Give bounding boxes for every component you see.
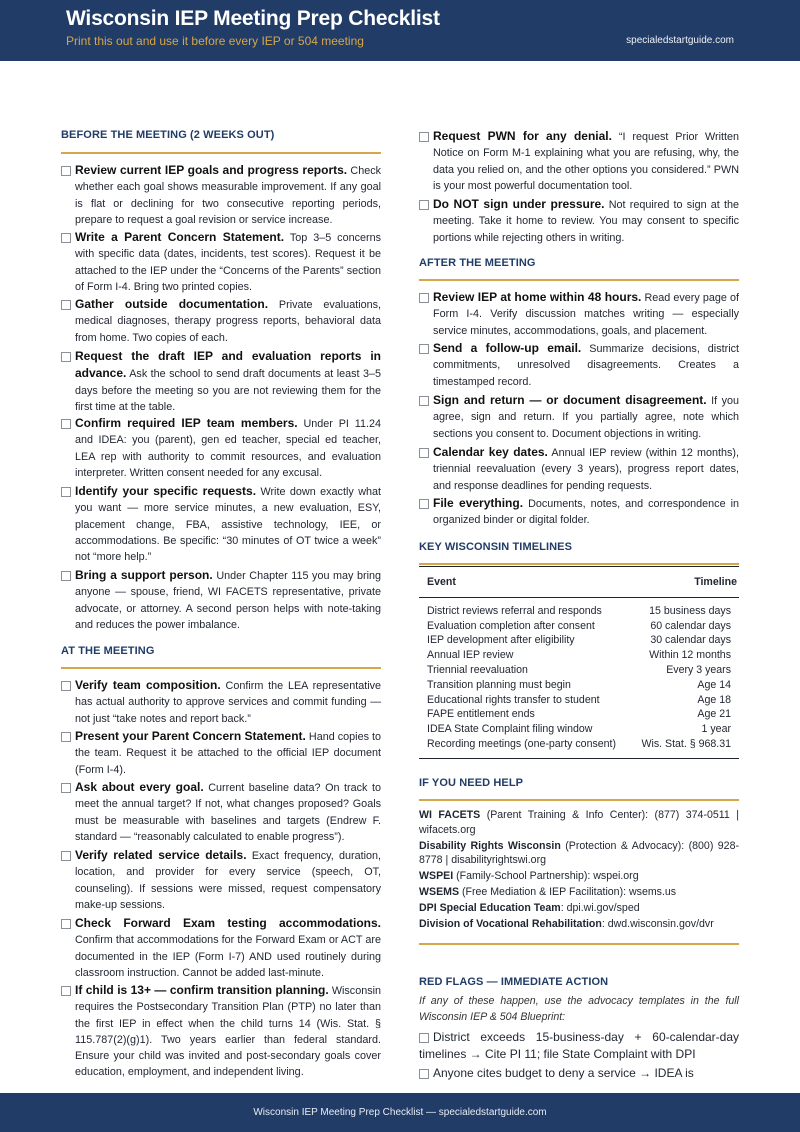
redflag-text: District exceeds 15-business-day + 60-calendar-day timelines → Cite PI 11; file State Complaint with DPI: [419, 1030, 739, 1061]
checklist-item: [61, 915, 381, 981]
checklist-item: [61, 677, 381, 727]
table-row: [419, 678, 739, 693]
item-text: Ask the school to send draft documents at least 3–5 days before the meeting so you are not reviewing them for the first time at the table.: [75, 368, 381, 413]
checkbox-icon[interactable]: [61, 233, 71, 243]
checkbox-icon[interactable]: [61, 986, 71, 996]
checklist-item: [419, 444, 739, 494]
row-timeline: Every 3 years: [666, 663, 731, 676]
redflags-intro: If any of these happen, use the advocacy templates in the full Wisconsin IEP & 504 Blueprint:: [419, 995, 739, 1023]
checkbox-icon[interactable]: [61, 352, 71, 362]
checkbox-icon[interactable]: [61, 419, 71, 429]
item-text: Under PI 11.24 and IDEA: you (parent), gen ed teacher, special ed teacher, LEA rep with authority to commit resources, and evaluation interpreter. Written consent needed for any excusal.: [75, 418, 382, 479]
section-title-help: IF YOU NEED HELP: [419, 777, 524, 789]
item-text: Not required to sign at the meeting. Take it home to review. You may consent to specific portions while rejecting others in writing.: [433, 199, 739, 244]
checklist-item: [61, 982, 381, 1081]
section-divider: [61, 152, 381, 154]
item-text: “I request Prior Written Notice on Form M-1 explaining what you are refusing, why, the data you relied on, and the other options you considered.” PWN is your most powerful documentation tool.: [433, 131, 740, 192]
checkbox-icon[interactable]: [419, 448, 429, 458]
table-row: [419, 663, 739, 678]
checkbox-icon[interactable]: [61, 732, 71, 742]
item-heading: Confirm required IEP team members.: [75, 416, 298, 430]
row-timeline: Wis. Stat. § 968.31: [641, 737, 731, 750]
checkbox-icon[interactable]: [61, 681, 71, 691]
item-heading: File everything.: [433, 496, 524, 510]
page-title: Wisconsin IEP Meeting Prep Checklist: [66, 7, 440, 30]
checkbox-icon[interactable]: [419, 200, 429, 210]
checklist-item: [61, 483, 381, 565]
redflag-item: [419, 1065, 739, 1082]
item-text: Confirm the LEA representative has actual authority to approve services and commit funding — not just “take notes and report back.”: [75, 680, 382, 725]
table-row: [419, 633, 739, 648]
row-event: Educational rights transfer to student: [427, 693, 600, 706]
checklist-item: [419, 340, 739, 390]
help-detail[interactable]: (Family-School Partnership): wspei.org: [453, 870, 639, 883]
item-text: Wisconsin requires the Postsecondary Transition Plan (PTP) no later than the first IEP in effect when the child turns 14 (Wis. Stat. § 115.787(2)(g)1). Two years earlier than federal standard. Ensure your child was invited and post-secondary goals cover education, employment, and independent living.: [75, 985, 382, 1079]
item-text: Read every page of Form I-4. Verify discussion matches writing — especially service minutes, accommodations, goals, and placement.: [433, 292, 739, 337]
item-heading: Request the draft IEP and evaluation reports in advance.: [75, 349, 381, 381]
item-heading: Send a follow-up email.: [433, 341, 582, 355]
item-text: Exact frequency, duration, location, and provider for every service (speech, OT, counseling). If sessions were missed, request compensatory make-up sessions.: [75, 850, 381, 911]
row-event: District reviews referral and responds: [427, 604, 602, 617]
checklist-item: [61, 567, 381, 633]
row-event: Evaluation completion after consent: [427, 619, 595, 632]
item-heading: Identify your specific requests.: [75, 484, 257, 498]
table-row: [419, 707, 739, 722]
checklist-item: [61, 348, 381, 415]
checkbox-icon[interactable]: [419, 344, 429, 354]
checklist-item: [61, 779, 381, 845]
section-divider: [419, 943, 739, 945]
section-title-timelines: KEY WISCONSIN TIMELINES: [419, 541, 573, 553]
item-text: Private evaluations, medical diagnoses, therapy progress reports, behavioral data from home. Two copies of each.: [75, 299, 381, 344]
checkbox-icon[interactable]: [61, 166, 71, 176]
row-event: Transition planning must begin: [427, 678, 571, 691]
table-body: [419, 598, 739, 759]
item-text: If you agree, sign and return. If you partially agree, note which sections you consent to. Document objections in writing.: [433, 395, 739, 440]
help-detail[interactable]: (Parent Training & Info Center): (877) 374-0511 | wifacets.org: [419, 809, 739, 836]
checklist-item: [419, 392, 739, 442]
help-name: WSEMS: [419, 885, 460, 898]
item-heading: Gather outside documentation.: [75, 297, 269, 311]
help-name: Disability Rights Wisconsin: [419, 839, 561, 852]
redflag-item: [419, 1029, 739, 1063]
item-heading: Bring a support person.: [75, 568, 213, 582]
help-entry: [419, 901, 739, 916]
checklist-item: [419, 495, 739, 529]
checkbox-icon[interactable]: [419, 293, 429, 303]
section-divider: [419, 563, 739, 565]
page-subtitle: Print this out and use it before every IEP or 504 meeting: [66, 34, 364, 48]
checkbox-icon[interactable]: [61, 783, 71, 793]
help-entry: [419, 885, 739, 900]
redflag-text: Anyone cites budget to deny a service → IDEA is: [433, 1066, 694, 1080]
column-header-timeline: Timeline: [694, 576, 737, 588]
checklist-item: [61, 728, 381, 778]
section-title-at: AT THE MEETING: [61, 645, 155, 657]
checklist-item: [61, 415, 381, 481]
row-event: Triennial reevaluation: [427, 663, 528, 676]
table-header: [419, 566, 739, 598]
checkbox-icon[interactable]: [419, 132, 429, 142]
help-detail[interactable]: (Protection & Advocacy): (800) 928-8778 | disabilityrightswi.org: [419, 839, 739, 867]
help-detail[interactable]: : dwd.wisconsin.gov/dvr: [601, 917, 714, 930]
item-heading: Do NOT sign under pressure.: [433, 197, 605, 211]
item-heading: Ask about every goal.: [75, 780, 204, 794]
table-row: [419, 604, 739, 619]
item-heading: Verify team composition.: [75, 678, 221, 692]
help-entry: [419, 917, 739, 932]
checkbox-icon[interactable]: [61, 919, 71, 929]
section-divider: [61, 667, 381, 669]
checkbox-icon[interactable]: [61, 300, 71, 310]
table-row: [419, 722, 739, 737]
checklist-item: [61, 847, 381, 913]
item-text: Current baseline data? On track to meet the annual target? If not, what changes proposed? Goals must be measurable with baselines and targets (Endrew F. standard — “reasonably calculated to enable progress”).: [75, 782, 382, 843]
item-text: Under Chapter 115 you may bring anyone — spouse, friend, WI FACETS representative, private advocate, or attorney. A second person helps with note-taking and reduces the power imbalance.: [75, 570, 382, 631]
item-heading: Sign and return — or document disagreement.: [433, 393, 707, 407]
row-timeline: 60 calendar days: [650, 619, 731, 632]
help-name: Division of Vocational Rehabilitation: [419, 917, 602, 930]
row-timeline: 30 calendar days: [650, 634, 731, 647]
column-header-event: Event: [427, 576, 456, 588]
item-heading: Verify related service details.: [75, 848, 247, 862]
section-title-before: BEFORE THE MEETING (2 WEEKS OUT): [61, 129, 275, 141]
help-detail[interactable]: : dpi.wi.gov/sped: [560, 901, 640, 914]
item-heading: Calendar key dates.: [433, 445, 548, 459]
row-timeline: 15 business days: [649, 604, 731, 617]
item-text: Top 3–5 concerns with specific data (dates, incidents, test scores). Request it be attached to the IEP under the “Concerns of the Parents” section of Form I-4. Bring two printed copies.: [75, 232, 381, 293]
item-heading: Write a Parent Concern Statement.: [75, 230, 285, 244]
checklist-item: [419, 196, 739, 246]
checkbox-icon[interactable]: [419, 1069, 429, 1079]
item-heading: Present your Parent Concern Statement.: [75, 729, 306, 743]
help-entry: [419, 839, 739, 869]
row-timeline: Within 12 months: [649, 649, 731, 662]
row-timeline: Age 21: [697, 708, 731, 721]
item-text: Summarize decisions, district commitments, unresolved disagreements. Creates a timestamped record.: [433, 343, 739, 388]
item-heading: Review current IEP goals and progress reports.: [75, 163, 348, 177]
checklist-item: [61, 229, 381, 295]
help-name: WI FACETS: [419, 809, 481, 821]
help-detail[interactable]: (Free Mediation & IEP Facilitation): wsems.us: [459, 885, 677, 898]
footer-text: Wisconsin IEP Meeting Prep Checklist — specialedstartguide.com: [253, 1107, 547, 1118]
checkbox-icon[interactable]: [419, 499, 429, 509]
table-row: [419, 737, 739, 752]
help-entry: [419, 869, 739, 884]
row-timeline: Age 14: [697, 678, 731, 691]
table-row: [419, 693, 739, 708]
timelines-table: [419, 566, 739, 759]
checklist-item: [61, 296, 381, 346]
row-event: IEP development after eligibility: [427, 634, 575, 647]
row-event: Annual IEP review: [427, 649, 514, 662]
row-event: FAPE entitlement ends: [427, 708, 535, 721]
help-entry: [419, 808, 739, 838]
section-divider: [419, 279, 739, 281]
item-heading: If child is 13+ — confirm transition planning.: [75, 983, 329, 997]
checklist-item: [419, 289, 739, 339]
row-event: Recording meetings (one-party consent): [427, 737, 617, 750]
checkbox-icon[interactable]: [419, 1033, 429, 1043]
item-text: Check whether each goal shows measurable improvement. If any goal is flat or declining for two consecutive reporting periods, prepare to request a goal revision or service increase.: [75, 165, 381, 226]
item-heading: Check Forward Exam testing accommodations.: [75, 916, 381, 930]
table-row: [419, 648, 739, 663]
section-title-redflags: RED FLAGS — IMMEDIATE ACTION: [419, 976, 609, 988]
checkbox-icon[interactable]: [61, 851, 71, 861]
item-heading: Review IEP at home within 48 hours.: [433, 290, 642, 304]
section-divider: [419, 799, 739, 801]
item-heading: Request PWN for any denial.: [433, 129, 612, 143]
help-name: WSPEI: [419, 870, 454, 883]
table-row: [419, 619, 739, 634]
item-text: Hand copies to the team. Request it be attached to the official IEP document (Form I-4).: [75, 731, 382, 776]
item-text: Confirm that accommodations for the Forward Exam or ACT are documented in the IEP (Form I-7) AND used routinely during classroom instruction. Cannot be added last-minute.: [75, 934, 381, 979]
checkbox-icon[interactable]: [61, 571, 71, 581]
item-text: Annual IEP review (within 12 months), triennial reevaluation (every 3 years), progress report dates, and response deadlines for pending requests.: [433, 447, 739, 492]
item-text: Write down exactly what you want — more service minutes, a new evaluation, ESY, placement change, FBA, assistive technology, IEE, or accommodations. Be specific: “30 minutes of OT twice a week” not “more help.”: [75, 486, 381, 564]
section-title-after: AFTER THE MEETING: [419, 257, 536, 269]
site-link[interactable]: specialedstartguide.com: [626, 35, 734, 46]
checkbox-icon[interactable]: [419, 396, 429, 406]
item-text: Documents, notes, and correspondence in organized binder or digital folder.: [433, 498, 739, 527]
row-event: IDEA State Complaint filing window: [427, 723, 593, 736]
checklist-item: [419, 128, 739, 194]
checkbox-icon[interactable]: [61, 487, 71, 497]
page-header: [0, 0, 800, 61]
page-footer: [0, 1093, 800, 1132]
row-timeline: 1 year: [701, 723, 731, 736]
help-name: DPI Special Education Team: [419, 901, 561, 914]
row-timeline: Age 18: [697, 693, 731, 706]
help-list: [419, 808, 739, 932]
checklist-item: [61, 162, 381, 228]
